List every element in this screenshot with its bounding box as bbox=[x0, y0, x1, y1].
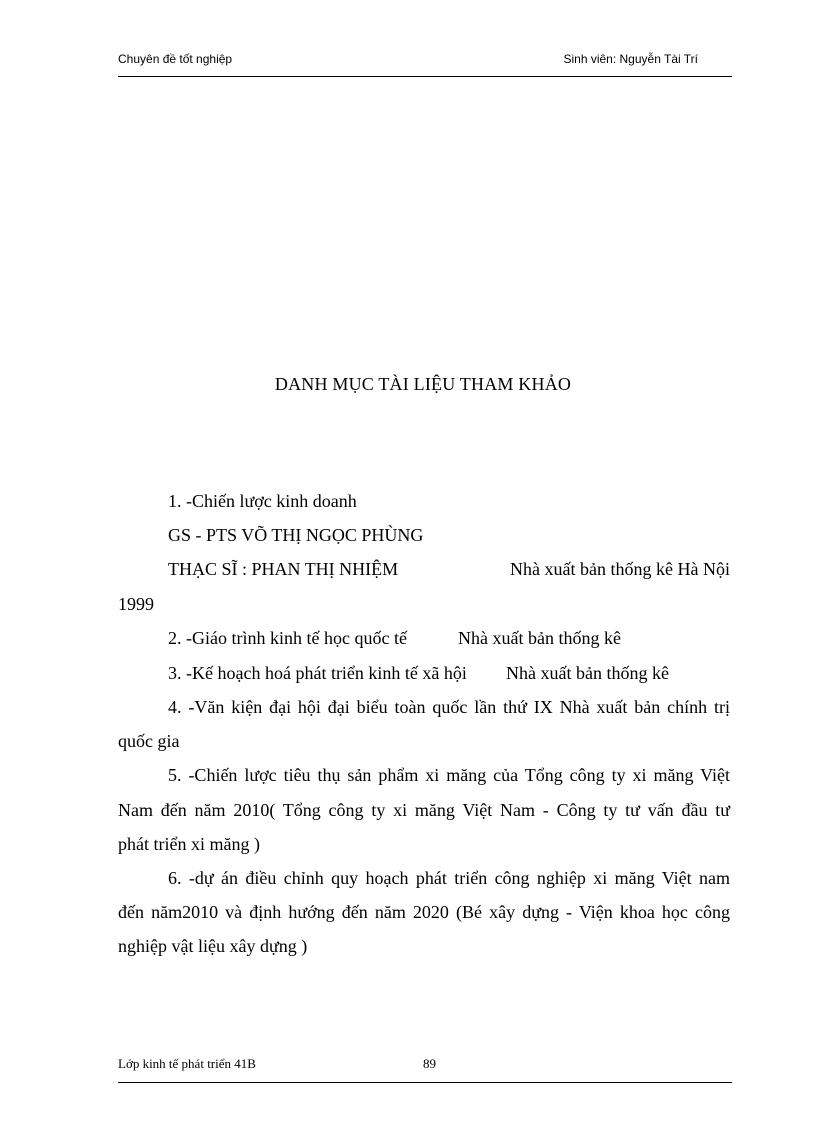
ref1-author-publisher-line bbox=[168, 552, 730, 586]
ref3-line bbox=[168, 656, 730, 690]
ref1-author2: THẠC SĨ : PHAN THỊ NHIỆM bbox=[168, 559, 399, 579]
ref4-line2: quốc gia bbox=[118, 731, 180, 751]
ref2-title: 2. -Giáo trình kinh tế học quốc tế bbox=[168, 628, 407, 648]
ref3-publisher: Nhà xuất bản thống kê bbox=[506, 663, 669, 683]
ref2-line bbox=[168, 621, 730, 655]
header-left-text: Chuyên đề tốt nghiệp bbox=[118, 52, 233, 66]
ref2-publisher: Nhà xuất bản thống kê bbox=[458, 628, 621, 648]
ref5-line2: Nam đến năm 2010( Tổng công ty xi măng Việt Nam - Công ty tư vấn đầu tư bbox=[118, 800, 730, 820]
ref6-line3: nghiệp vật liệu xây dựng ) bbox=[118, 936, 308, 956]
header-right-text: Sinh viên: Nguyễn Tài Trí bbox=[563, 52, 698, 66]
ref6-line2: đến năm2010 và định hướng đến năm 2020 (Bé xây dựng - Viện khoa học công bbox=[118, 902, 730, 922]
ref1-author1: GS - PTS VÕ THỊ NGỌC PHÙNG bbox=[168, 525, 424, 545]
page-title: DANH MỤC TÀI LIỆU THAM KHẢO bbox=[274, 374, 572, 394]
footer-left-text: Lớp kinh tế phát triển 41B bbox=[118, 1056, 256, 1071]
ref1-year: 1999 bbox=[118, 594, 154, 614]
ref6-line1: 6. -dự án điều chỉnh quy hoạch phát triển công nghiệp xi măng Việt nam bbox=[168, 868, 730, 888]
ref4-line1: 4. -Văn kiện đại hội đại biểu toàn quốc lần thứ IX Nhà xuất bản chính trị bbox=[168, 697, 730, 717]
ref3-title: 3. -Kế hoạch hoá phát triển kinh tế xã hội bbox=[168, 663, 467, 683]
page-header bbox=[118, 52, 732, 77]
page-footer bbox=[118, 1054, 732, 1083]
ref1-publisher: Nhà xuất bản thống kê Hà Nội bbox=[510, 559, 730, 579]
ref5-line3: phát triển xi măng ) bbox=[118, 834, 260, 854]
ref5-line1: 5. -Chiến lược tiêu thụ sản phẩm xi măng của Tổng công ty xi măng Việt bbox=[168, 765, 730, 785]
page-number: 89 bbox=[423, 1056, 436, 1071]
ref1-title: 1. -Chiến lược kinh doanh bbox=[168, 491, 357, 511]
